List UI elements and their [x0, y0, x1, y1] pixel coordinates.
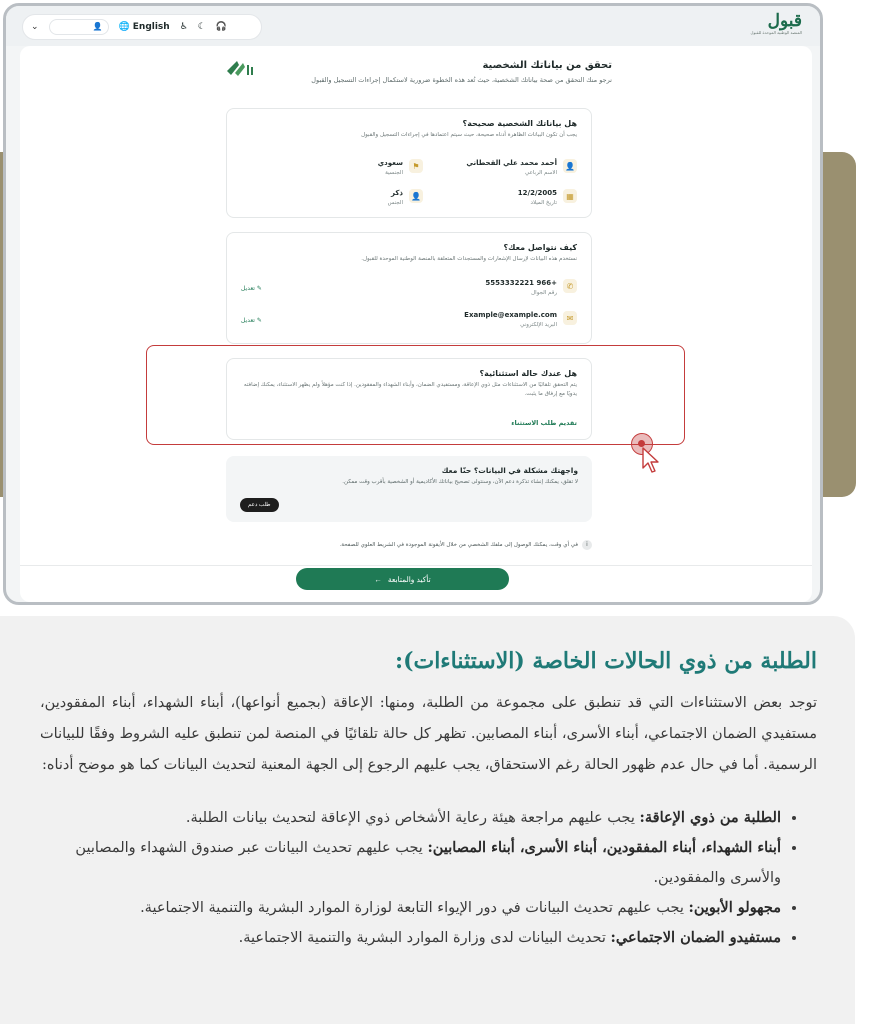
contact-info-card [226, 232, 592, 344]
article-section [0, 616, 855, 1024]
article-heading: الطلبة من ذوي الحالات الخاصة (الاستثناءات): [394, 648, 817, 674]
support-headset-icon[interactable]: 🎧 [215, 22, 228, 32]
personal-info-card [226, 108, 592, 218]
page-title: تحقق من بياناتك الشخصية [482, 60, 612, 71]
user-icon: 👤 [563, 159, 577, 173]
info-icon: i [582, 540, 592, 550]
dob-value: 12/2/2005 [517, 189, 557, 197]
page-subtitle: نرجو منك التحقق من صحة بياناتك الشخصية، حيث تُعد هذه الخطوة ضرورية لاستكمال إجراءات التسجيل والقبول [311, 76, 612, 84]
accessibility-icon[interactable]: ♿ [179, 22, 188, 32]
nationality-label: الجنسية [385, 170, 403, 176]
nationality-field [378, 159, 423, 176]
full-name-label: الاسم الرباعي [525, 170, 557, 176]
card-title: هل بياناتك الشخصية صحيحة؟ [462, 119, 577, 128]
list-item: • مستفيدو الضمان الاجتماعي: تحديث البيانات لدى وزارة الموارد البشرية والتنمية الاجتماعية. [40, 923, 781, 953]
cta-label: تأكيد والمتابعة [387, 574, 431, 584]
list-item: • الطلبة من ذوي الإعاقة: يجب عليهم مراجعة هيئة رعاية الأشخاص ذوي الإعاقة لتحديث بيانات الطلبة. [40, 803, 781, 833]
list-item: • مجهولو الأبوين: يجب عليهم تحديث البيانات في دور الإيواء التابعة لوزارة الموارد البشرية والتنمية الاجتماعية. [40, 893, 781, 923]
support-description: لا تقلق، يمكنك إنشاء تذكرة دعم الآن، وسنتولى تصحيح بياناتك الأكاديمية أو الشخصية بأقرب وقت ممكن. [342, 479, 578, 485]
mail-icon: ✉ [563, 311, 577, 325]
user-icon: 👤 [409, 189, 423, 203]
top-bar [6, 6, 820, 46]
highlight-outline [146, 345, 685, 445]
browser-window [3, 3, 823, 605]
edit-phone-link[interactable]: ✎ تعديل [241, 285, 262, 292]
full-name-field [466, 159, 577, 176]
gender-value: ذكر [390, 189, 403, 197]
submit-exception-link[interactable]: تقديم طلب الاستثناء [511, 419, 577, 427]
full-name-value: أحمد محمد علي القحطاني [466, 159, 557, 167]
nationality-value: سعودي [377, 159, 403, 167]
card-description: يجب أن تكون البيانات الظاهرة أدناه صحيحة، حيث سيتم اعتمادها في إجراءات التسجيل والقبول [361, 132, 577, 138]
language-switch[interactable] [119, 22, 170, 32]
profile-button[interactable] [49, 19, 109, 35]
card-title: هل عندك حالة استثنائية؟ [479, 369, 577, 378]
phone-label: رقم الجوال [531, 290, 557, 296]
card-title: كيف نتواصل معك؟ [503, 243, 577, 252]
list-item: • أبناء الشهداء، أبناء المفقودين، أبناء الأسرى، أبناء المصابين: يجب عليهم تحديث البيانات عبر صندوق الشهداء والمصابين والأسرى والمفقودين. [40, 833, 781, 893]
language-label: English [132, 22, 170, 32]
main-page [20, 46, 812, 602]
flag-icon: ⚑ [409, 159, 423, 173]
exception-list [40, 803, 817, 953]
card-description: نستخدم هذه البيانات لإرسال الإشعارات والمستجدات المتعلقة بالمنصة الوطنية الموحدة للقبول. [361, 256, 577, 262]
toolbar-pill [22, 14, 262, 40]
gender-label: الجنس [387, 200, 403, 206]
phone-field [485, 279, 577, 296]
chevron-down-icon[interactable]: ⌄ [31, 22, 39, 32]
dark-mode-icon[interactable]: ☾ [197, 22, 206, 32]
phone-icon: ✆ [563, 279, 577, 293]
gender-field [388, 189, 423, 206]
vision-logo-icon [225, 57, 255, 79]
globe-icon: 🌐 [118, 22, 130, 32]
support-card [226, 456, 592, 522]
support-title: واجهتك مشكلة في البيانات؟ حنّا معك [441, 466, 578, 475]
email-value: Example@example.com [464, 311, 557, 319]
email-field [464, 311, 577, 328]
decorative-right-panel [822, 152, 856, 497]
brand-subtitle: المنصة الوطنية الموحدة للقبول [750, 30, 802, 35]
user-icon: 👤 [92, 22, 103, 31]
profile-note [340, 540, 592, 550]
arrow-left-icon: ← [374, 574, 382, 584]
brand-logo[interactable] [750, 12, 802, 36]
phone-value: +966 5553332221 [485, 279, 557, 287]
divider [20, 565, 812, 566]
confirm-continue-button[interactable] [296, 568, 509, 590]
email-label: البريد الإلكتروني [520, 322, 557, 328]
support-request-button[interactable]: طلب دعم [240, 498, 279, 512]
dob-label: تاريخ الميلاد [530, 200, 557, 206]
edit-email-link[interactable]: ✎ تعديل [241, 317, 262, 324]
dob-field [518, 189, 577, 206]
calendar-icon: ▦ [563, 189, 577, 203]
page-header [311, 60, 612, 84]
cursor-pointer-icon [641, 446, 663, 474]
note-text: في أي وقت، يمكنك الوصول إلى ملفك الشخصي من خلال الأيقونة الموجودة في الشريط العلوي للصفحة. [339, 542, 578, 548]
brand-name: قبول [767, 11, 802, 31]
article-paragraph: توجد بعض الاستثناءات التي قد تنطبق على مجموعة من الطلبة، ومنها: الإعاقة (بجميع أنواعها)، أبناء الشهداء، أبناء المفقودين، مستفيدي الضمان الاجتماعي، أبناء الأسرى، أبناء المصابين. تظهر كل حالة تلقائيًا في المنصة لمن تنطبق عليه الشروط وفقًا للبيانات الرسمية. أما في حال عدم ظهور الحالة رغم الاستحقاق، يجب عليهم الرجوع إلى الجهة المعنية لتحديث البيانات كما هو موضح أدناه: [40, 695, 817, 773]
card-description: يتم التحقق تلقائيًا من الاستثناءات مثل ذوي الإعاقة، ومستفيدي الضمان، وأبناء الشهداء والمفقودين. إذا كنت مؤهلاً ولم يظهر الاستثناء، يمكنك إضافته يدويًا مع إرفاق ما يثبت. [243, 382, 577, 397]
